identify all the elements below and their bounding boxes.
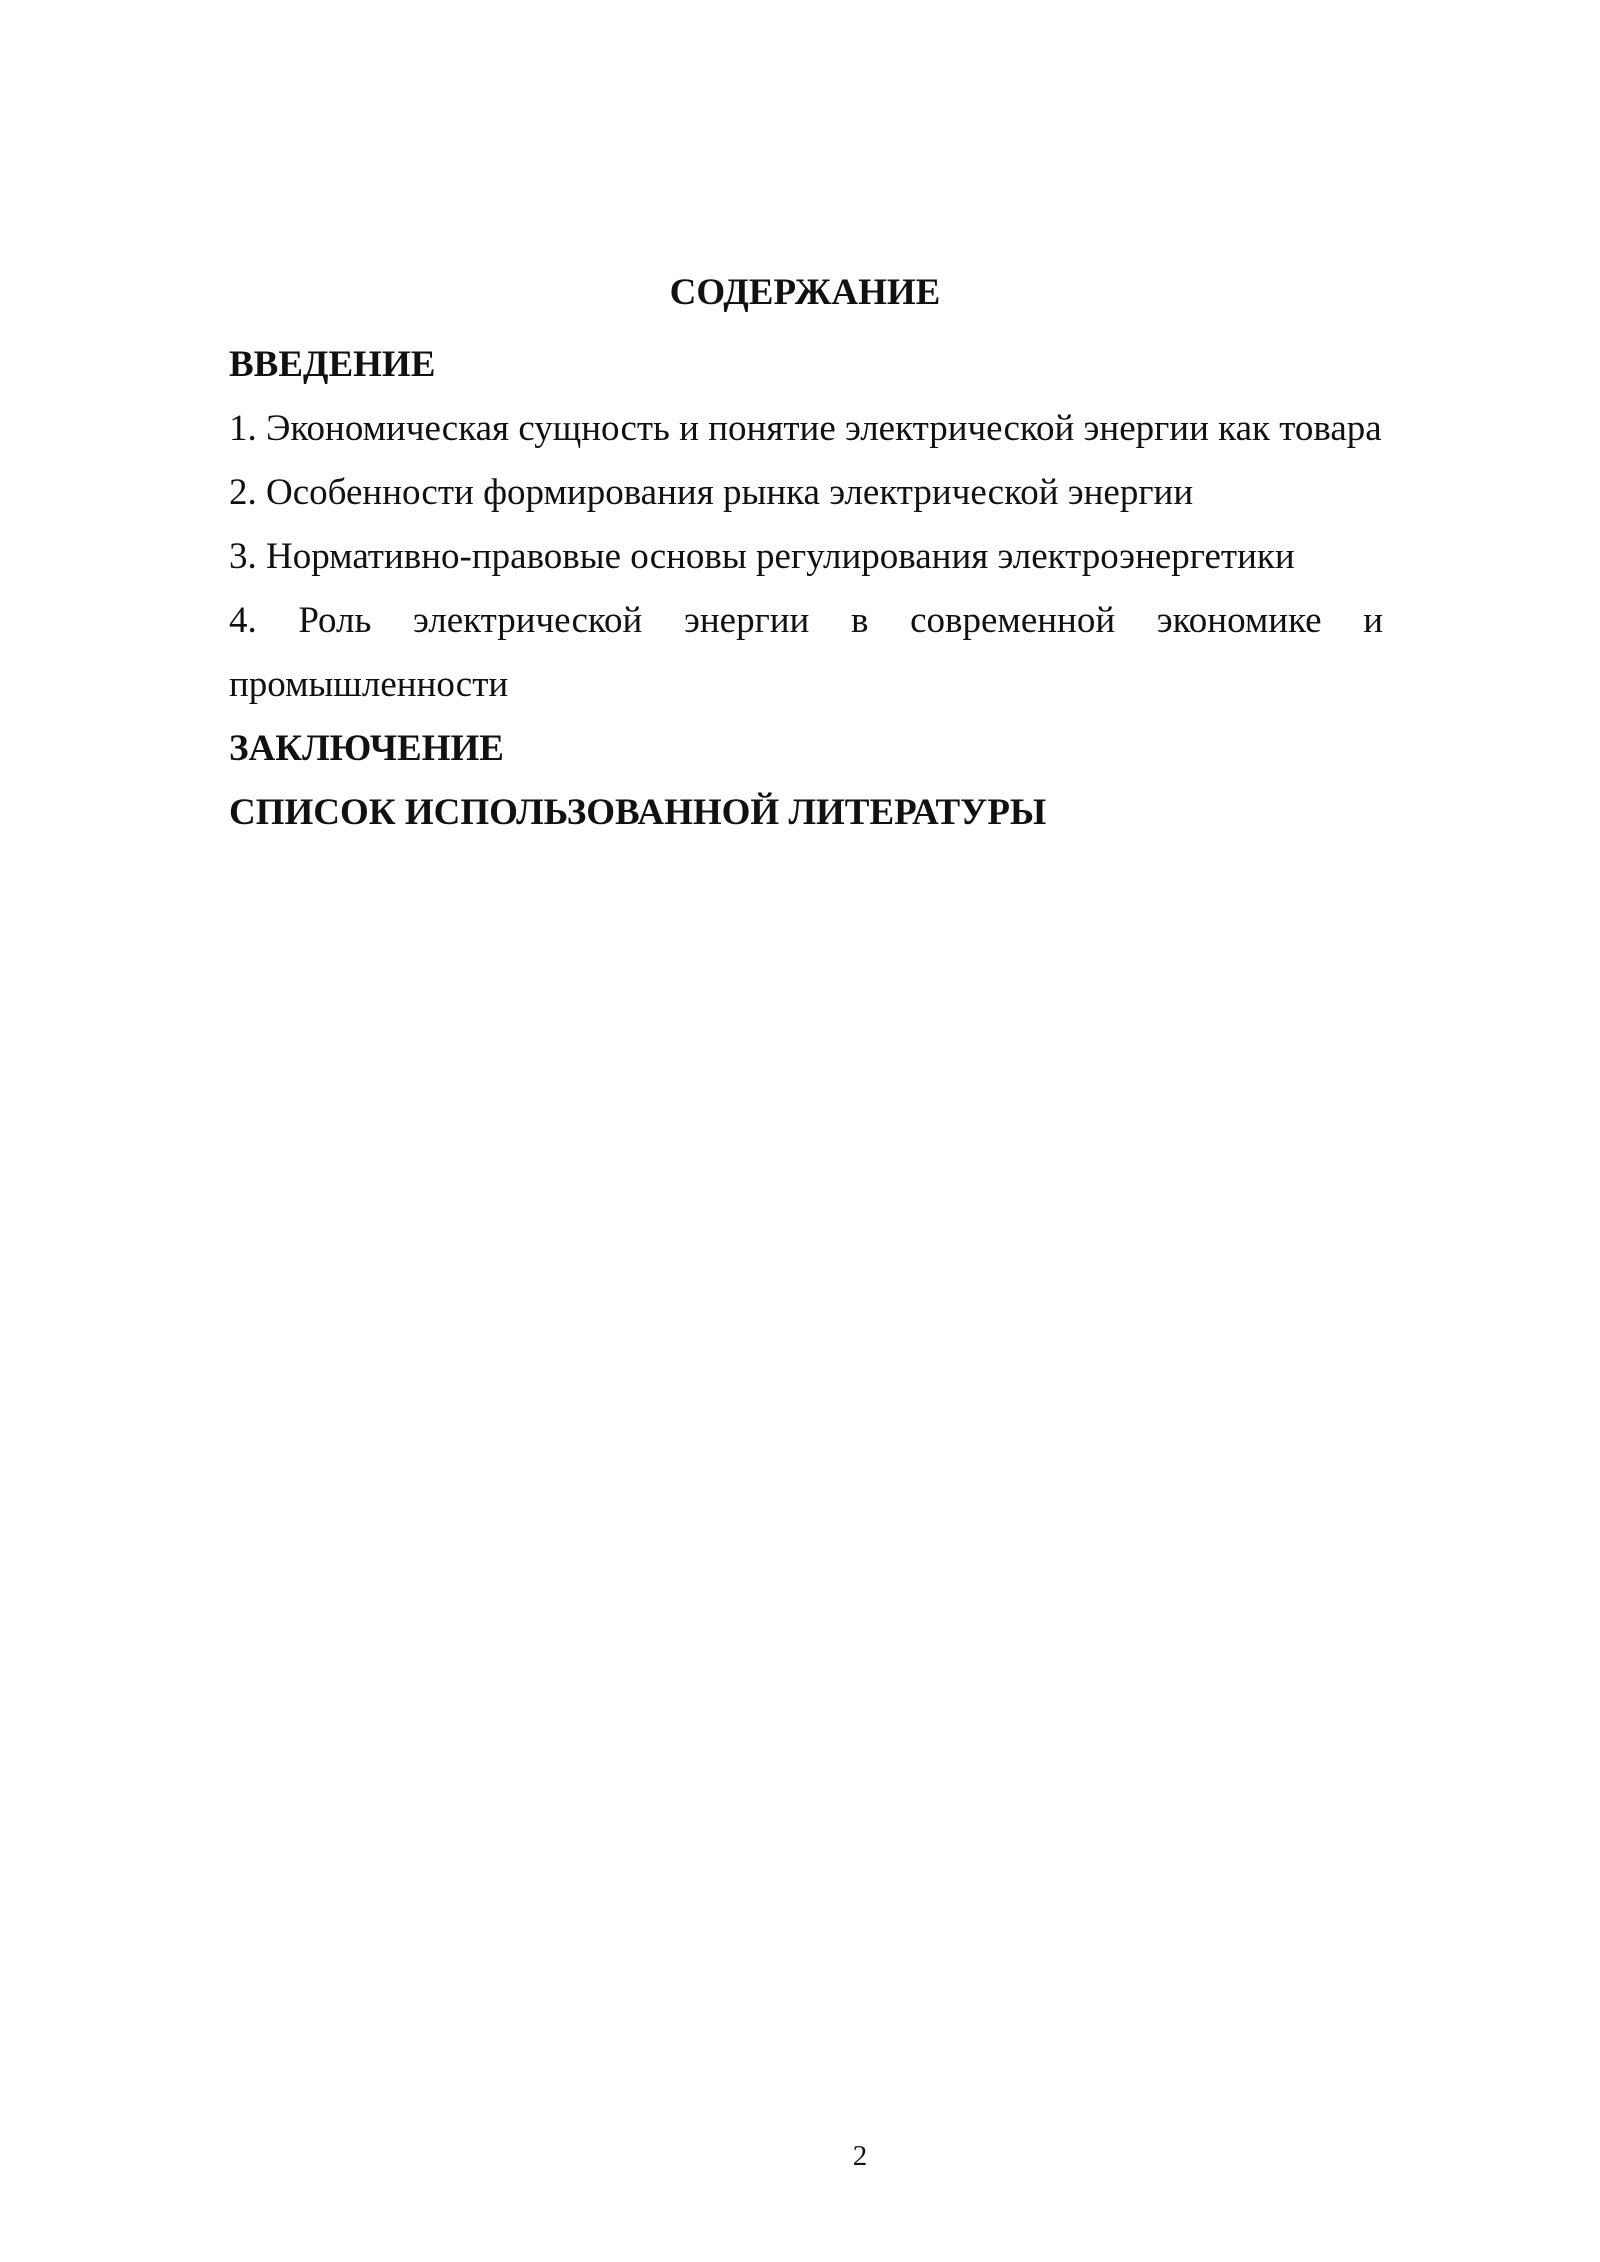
toc-entry-introduction: ВВЕДЕНИЕ [229,344,436,385]
page-number: 2 [852,2140,868,2172]
toc-entry-chapter-2: 2. Особенности формирования рынка электрической энергии [229,472,1194,513]
toc-entry-chapter-1: 1. Экономическая сущность и понятие электрической энергии как товара [229,408,1382,449]
toc-title: СОДЕРЖАНИЕ [669,272,941,313]
toc-entry-bibliography: СПИСОК ИСПОЛЬЗОВАННОЙ ЛИТЕРАТУРЫ [229,792,1047,833]
toc-entry-chapter-4: 4. Роль электрической энергии в современной экономике и промышленности [229,600,1383,705]
toc-entry-conclusion: ЗАКЛЮЧЕНИЕ [229,728,504,769]
table-of-contents [229,333,1383,845]
toc-entry-chapter-3: 3. Нормативно-правовые основы регулирования электроэнергетики [229,536,1295,577]
